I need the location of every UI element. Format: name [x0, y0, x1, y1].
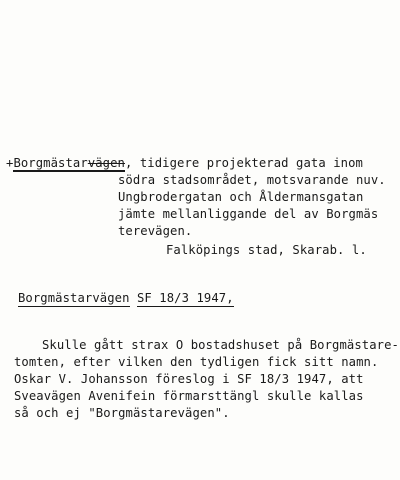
desc-line-4: jämte mellanliggande del av Borgmäs: [118, 207, 379, 221]
title-suffix: ,: [125, 156, 133, 170]
body-line-4: Sveavägen Avenifein förmarsttängl skulle kallas: [14, 389, 364, 403]
desc-line-3: Ungbrodergatan och Åldermansgatan: [118, 190, 364, 204]
body-line-3: Oskar V. Johansson föreslog i SF 18/3 1947, att: [14, 372, 364, 386]
location-line: Falköpings stad, Skarab. l.: [166, 243, 367, 257]
body-line-5: så och ej "Borgmästarevägen".: [14, 406, 230, 420]
body-line-2: tomten, efter vilken den tydligen fick sitt namn.: [14, 355, 379, 369]
title-part-1: Borgmästar: [13, 156, 88, 170]
card-title: [13, 156, 125, 170]
desc-line-5: terevägen.: [118, 224, 193, 238]
reference-source: SF 18/3 1947,: [137, 291, 234, 305]
desc-line-2: södra stadsområdet, motsvarande nuv.: [118, 173, 386, 187]
reference-name: Borgmästarvägen: [18, 291, 130, 305]
lead-mark: +: [6, 156, 14, 170]
body-line-1: Skulle gått strax O bostadshuset på Borgmästare-: [42, 338, 399, 352]
heading-rest: tidigere projekterad gata inom: [139, 156, 363, 170]
heading-line: [6, 156, 363, 170]
title-part-2: vägen: [87, 156, 125, 170]
title-underline: [13, 170, 125, 172]
reference-line: [18, 291, 234, 305]
